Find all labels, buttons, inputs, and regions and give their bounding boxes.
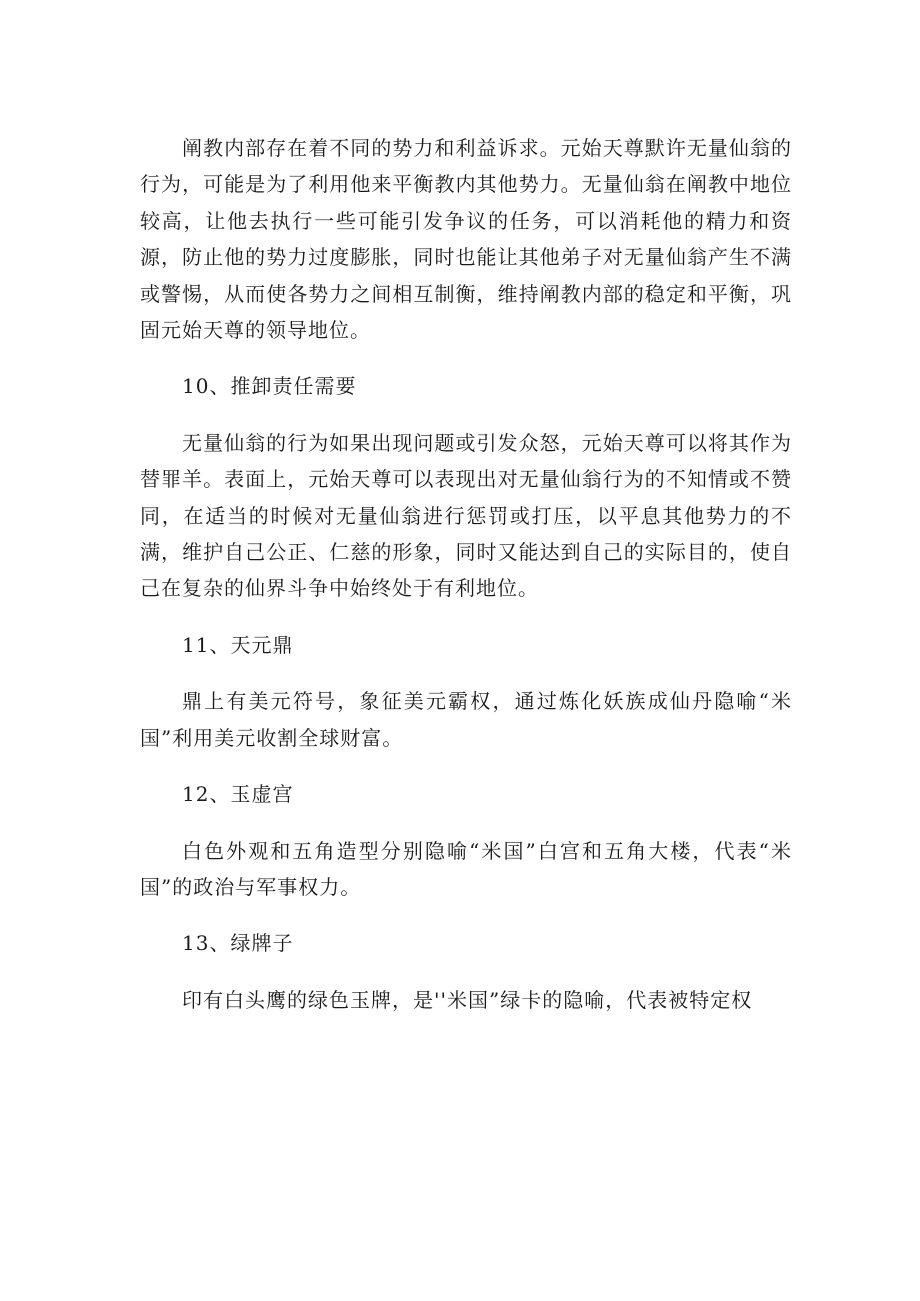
section-heading-12: 12、玉虚宫 (182, 782, 294, 807)
paragraph-scapegoat: 无量仙翁的行为如果出现问题或引发众怒，元始天尊可以将其作为替罪羊。表面上，元始天尊可以表现出对无量仙翁行为的不知情或不赞同，在适当的时候对无量仙翁进行惩罚或打压，以平息其他势力的不满，维护自己公正、仁慈的形象，同时又能达到自己的实际目的，使自己在复杂的仙界斗争中始终处于有利地位。 (140, 430, 792, 601)
paragraph-tianyuan-ding: 鼎上有美元符号，象征美元霸权，通过炼化妖族成仙丹隐喻“米国”利用美元收割全球财富。 (140, 689, 792, 750)
section-heading-13: 13、绿牌子 (182, 931, 294, 956)
section-heading-11: 11、天元鼎 (182, 632, 294, 657)
paragraph-yuxu-palace: 白色外观和五角造型分别隐喻“米国”白宫和五角大楼，代表“米国”的政治与军事权力。 (140, 838, 792, 899)
paragraph-power-balance: 阐教内部存在着不同的势力和利益诉求。元始天尊默许无量仙翁的行为，可能是为了利用他来平衡教内其他势力。无量仙翁在阐教中地位较高，让他去执行一些可能引发争议的任务，可以消耗他的精力和资源，防止他的势力过度膨胀，同时也能让其他弟子对无量仙翁产生不满或警惕，从而使各势力之间相互制衡，维持阐教内部的稳定和平衡，巩固元始天尊的领导地位。 (140, 136, 792, 343)
section-heading-10: 10、推卸责任需要 (182, 374, 357, 399)
paragraph-green-tablet: 印有白头鹰的绿色玉牌，是''米国”绿卡的隐喻，代表被特定权 (182, 987, 753, 1012)
document-body (140, 130, 792, 1038)
